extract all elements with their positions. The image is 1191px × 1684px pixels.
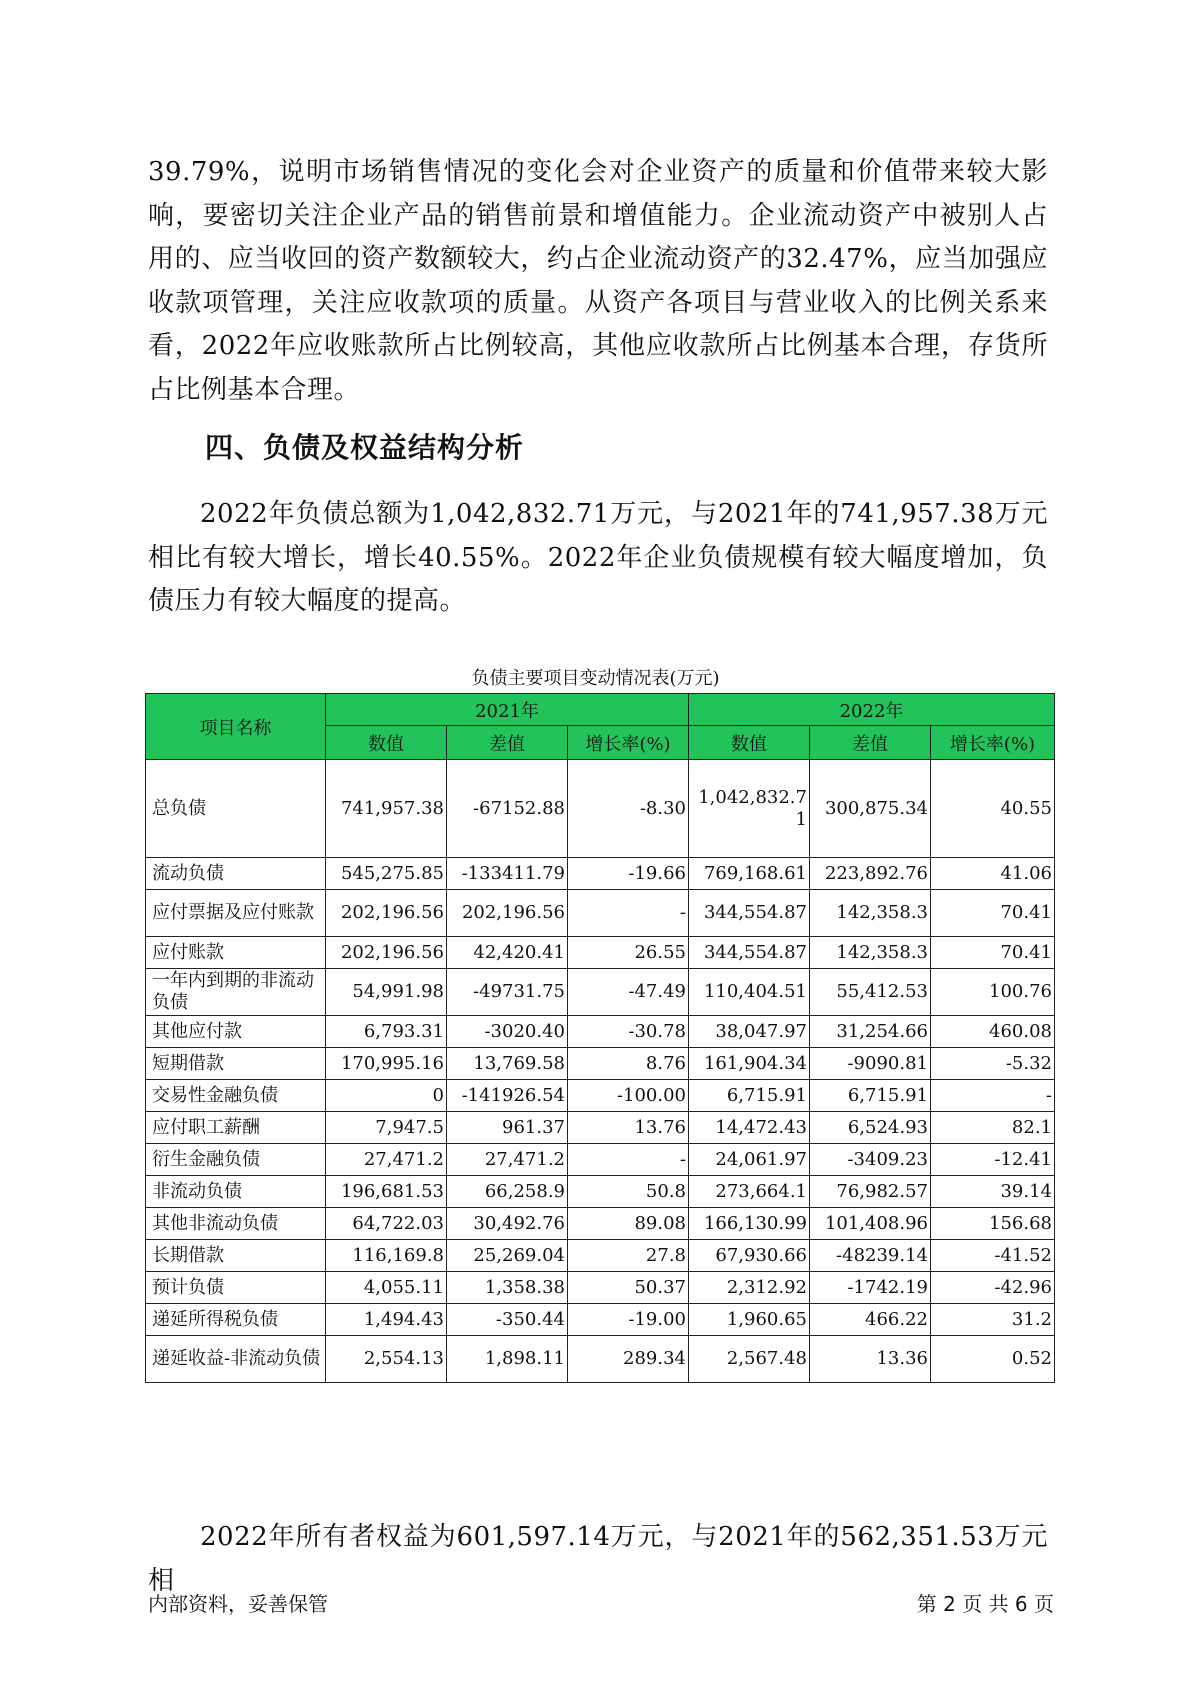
row-item-name: 应付票据及应付账款: [146, 890, 326, 937]
cell-diff-2022: -1742.19: [810, 1272, 931, 1304]
cell-diff-2022: 300,875.34: [810, 760, 931, 858]
row-item-name: 短期借款: [146, 1048, 326, 1080]
row-item-name: 其他非流动负债: [146, 1208, 326, 1240]
liability-table: [145, 693, 1055, 1383]
table-caption: 负债主要项目变动情况表(万元): [471, 668, 720, 689]
cell-value-2021: 4,055.11: [326, 1272, 447, 1304]
cell-value-2022: 769,168.61: [689, 858, 810, 890]
cell-value-2022: 110,404.51: [689, 969, 810, 1016]
cell-diff-2021: 30,492.76: [447, 1208, 568, 1240]
cell-rate-2022: 0.52: [931, 1336, 1055, 1383]
row-item-name: 一年内到期的非流动负债: [146, 969, 326, 1016]
cell-diff-2021: 13,769.58: [447, 1048, 568, 1080]
cell-value-2022: 67,930.66: [689, 1240, 810, 1272]
cell-rate-2022: 70.41: [931, 890, 1055, 937]
cell-rate-2021: 50.8: [568, 1176, 689, 1208]
cell-diff-2021: -67152.88: [447, 760, 568, 858]
footer-page-number: 第 2 页 共 6 页: [916, 1592, 1054, 1616]
row-item-name: 交易性金融负债: [146, 1080, 326, 1112]
table-row: [146, 1048, 1055, 1080]
cell-diff-2021: -133411.79: [447, 858, 568, 890]
cell-diff-2022: 13.36: [810, 1336, 931, 1383]
cell-rate-2022: -12.41: [931, 1144, 1055, 1176]
cell-diff-2021: 1,898.11: [447, 1336, 568, 1383]
cell-diff-2021: 42,420.41: [447, 937, 568, 969]
cell-diff-2022: -3409.23: [810, 1144, 931, 1176]
cell-value-2022: 344,554.87: [689, 890, 810, 937]
table-row: [146, 1272, 1055, 1304]
cell-rate-2021: -: [568, 1144, 689, 1176]
header-rate-2022: 增长率(%): [931, 726, 1055, 760]
cell-rate-2021: 289.34: [568, 1336, 689, 1383]
cell-rate-2021: -100.00: [568, 1080, 689, 1112]
table-row: [146, 937, 1055, 969]
cell-rate-2021: 13.76: [568, 1112, 689, 1144]
cell-value-2021: 27,471.2: [326, 1144, 447, 1176]
cell-diff-2022: 6,524.93: [810, 1112, 931, 1144]
cell-rate-2022: 31.2: [931, 1304, 1055, 1336]
cell-value-2022: 161,904.34: [689, 1048, 810, 1080]
cell-diff-2021: 202,196.56: [447, 890, 568, 937]
cell-rate-2021: 26.55: [568, 937, 689, 969]
table-row: [146, 1080, 1055, 1112]
cell-value-2021: 202,196.56: [326, 937, 447, 969]
header-item-name: 项目名称: [146, 694, 326, 760]
table-row: [146, 1144, 1055, 1176]
cell-diff-2022: 223,892.76: [810, 858, 931, 890]
table-row: [146, 1336, 1055, 1383]
cell-value-2022: 38,047.97: [689, 1016, 810, 1048]
cell-diff-2021: -350.44: [447, 1304, 568, 1336]
cell-diff-2021: 27,471.2: [447, 1144, 568, 1176]
cell-value-2021: 741,957.38: [326, 760, 447, 858]
cell-value-2021: 2,554.13: [326, 1336, 447, 1383]
table-row: [146, 858, 1055, 890]
cell-rate-2022: -41.52: [931, 1240, 1055, 1272]
cell-value-2021: 54,991.98: [326, 969, 447, 1016]
cell-value-2021: 6,793.31: [326, 1016, 447, 1048]
cell-value-2022: 1,042,832.71: [689, 760, 810, 858]
cell-diff-2022: 6,715.91: [810, 1080, 931, 1112]
header-rate-2021: 增长率(%): [568, 726, 689, 760]
cell-diff-2021: -3020.40: [447, 1016, 568, 1048]
cell-rate-2021: 27.8: [568, 1240, 689, 1272]
cell-value-2022: 2,567.48: [689, 1336, 810, 1383]
cell-value-2022: 166,130.99: [689, 1208, 810, 1240]
cell-value-2022: 2,312.92: [689, 1272, 810, 1304]
cell-rate-2021: -19.00: [568, 1304, 689, 1336]
cell-diff-2021: 66,258.9: [447, 1176, 568, 1208]
row-item-name: 流动负债: [146, 858, 326, 890]
table-row: [146, 1240, 1055, 1272]
cell-value-2022: 6,715.91: [689, 1080, 810, 1112]
cell-value-2021: 7,947.5: [326, 1112, 447, 1144]
cell-rate-2021: 89.08: [568, 1208, 689, 1240]
cell-value-2022: 24,061.97: [689, 1144, 810, 1176]
cell-diff-2022: 55,412.53: [810, 969, 931, 1016]
cell-rate-2021: -: [568, 890, 689, 937]
cell-value-2021: 202,196.56: [326, 890, 447, 937]
row-item-name: 衍生金融负债: [146, 1144, 326, 1176]
table-row: [146, 1016, 1055, 1048]
cell-value-2022: 344,554.87: [689, 937, 810, 969]
cell-rate-2021: -8.30: [568, 760, 689, 858]
cell-value-2021: 170,995.16: [326, 1048, 447, 1080]
header-year-2022: 2022年: [689, 694, 1055, 726]
header-year-2021: 2021年: [326, 694, 689, 726]
cell-value-2021: 1,494.43: [326, 1304, 447, 1336]
cell-rate-2022: -: [931, 1080, 1055, 1112]
cell-rate-2022: 82.1: [931, 1112, 1055, 1144]
cell-rate-2022: 70.41: [931, 937, 1055, 969]
row-item-name: 总负债: [146, 760, 326, 858]
cell-rate-2022: -42.96: [931, 1272, 1055, 1304]
header-value-2021: 数值: [326, 726, 447, 760]
footer-confidential-note: 内部资料，妥善保管: [148, 1592, 328, 1616]
row-item-name: 递延所得税负债: [146, 1304, 326, 1336]
cell-value-2022: 1,960.65: [689, 1304, 810, 1336]
paragraph-equity-summary: 2022年所有者权益为601,597.14万元，与2021年的562,351.53万元相: [148, 1522, 1048, 1596]
cell-diff-2021: 961.37: [447, 1112, 568, 1144]
table-row: [146, 1112, 1055, 1144]
cell-rate-2022: 156.68: [931, 1208, 1055, 1240]
cell-diff-2021: 25,269.04: [447, 1240, 568, 1272]
cell-rate-2022: -5.32: [931, 1048, 1055, 1080]
header-diff-2022: 差值: [810, 726, 931, 760]
table-row: [146, 890, 1055, 937]
cell-diff-2021: -49731.75: [447, 969, 568, 1016]
cell-diff-2021: 1,358.38: [447, 1272, 568, 1304]
table-row: [146, 1304, 1055, 1336]
cell-value-2021: 0: [326, 1080, 447, 1112]
cell-rate-2022: 40.55: [931, 760, 1055, 858]
cell-diff-2021: -141926.54: [447, 1080, 568, 1112]
cell-diff-2022: 76,982.57: [810, 1176, 931, 1208]
cell-rate-2022: 100.76: [931, 969, 1055, 1016]
cell-rate-2021: 8.76: [568, 1048, 689, 1080]
cell-rate-2021: -19.66: [568, 858, 689, 890]
row-item-name: 预计负债: [146, 1272, 326, 1304]
header-diff-2021: 差值: [447, 726, 568, 760]
cell-rate-2022: 39.14: [931, 1176, 1055, 1208]
cell-diff-2022: 142,358.3: [810, 890, 931, 937]
cell-value-2022: 14,472.43: [689, 1112, 810, 1144]
row-item-name: 非流动负债: [146, 1176, 326, 1208]
table-row: [146, 969, 1055, 1016]
cell-value-2022: 273,664.1: [689, 1176, 810, 1208]
table-row: [146, 1176, 1055, 1208]
row-item-name: 其他应付款: [146, 1016, 326, 1048]
cell-diff-2022: 142,358.3: [810, 937, 931, 969]
paragraph-liability-summary: 2022年负债总额为1,042,832.71万元，与2021年的741,957.38万元相比有较大增长，增长40.55%。2022年企业负债规模有较大幅度增加，负债压力有较大幅度的提高。: [148, 499, 1048, 616]
cell-diff-2022: -48239.14: [810, 1240, 931, 1272]
table-row: [146, 760, 1055, 858]
table-body: [146, 760, 1055, 1383]
cell-value-2021: 196,681.53: [326, 1176, 447, 1208]
cell-diff-2022: -9090.81: [810, 1048, 931, 1080]
cell-diff-2022: 31,254.66: [810, 1016, 931, 1048]
row-item-name: 应付账款: [146, 937, 326, 969]
row-item-name: 递延收益-非流动负债: [146, 1336, 326, 1383]
cell-value-2021: 545,275.85: [326, 858, 447, 890]
row-item-name: 应付职工薪酬: [146, 1112, 326, 1144]
cell-rate-2022: 41.06: [931, 858, 1055, 890]
cell-rate-2021: -30.78: [568, 1016, 689, 1048]
cell-rate-2021: 50.37: [568, 1272, 689, 1304]
section-heading: 四、负债及权益结构分析: [205, 431, 525, 464]
cell-rate-2021: -47.49: [568, 969, 689, 1016]
cell-value-2021: 64,722.03: [326, 1208, 447, 1240]
row-item-name: 长期借款: [146, 1240, 326, 1272]
table-row: [146, 1208, 1055, 1240]
cell-diff-2022: 101,408.96: [810, 1208, 931, 1240]
cell-rate-2022: 460.08: [931, 1016, 1055, 1048]
cell-diff-2022: 466.22: [810, 1304, 931, 1336]
header-value-2022: 数值: [689, 726, 810, 760]
cell-value-2021: 116,169.8: [326, 1240, 447, 1272]
paragraph-asset-summary: 39.79%，说明市场销售情况的变化会对企业资产的质量和价值带来较大影响，要密切关注企业产品的销售前景和增值能力。企业流动资产中被别人占用的、应当收回的资产数额较大，约占企业流动资产的32.47%，应当加强应收款项管理，关注应收款项的质量。从资产各项目与营业收入的比例关系来看，2022年应收账款所占比例较高，其他应收款所占比例基本合理，存货所占比例基本合理。: [148, 157, 1048, 405]
